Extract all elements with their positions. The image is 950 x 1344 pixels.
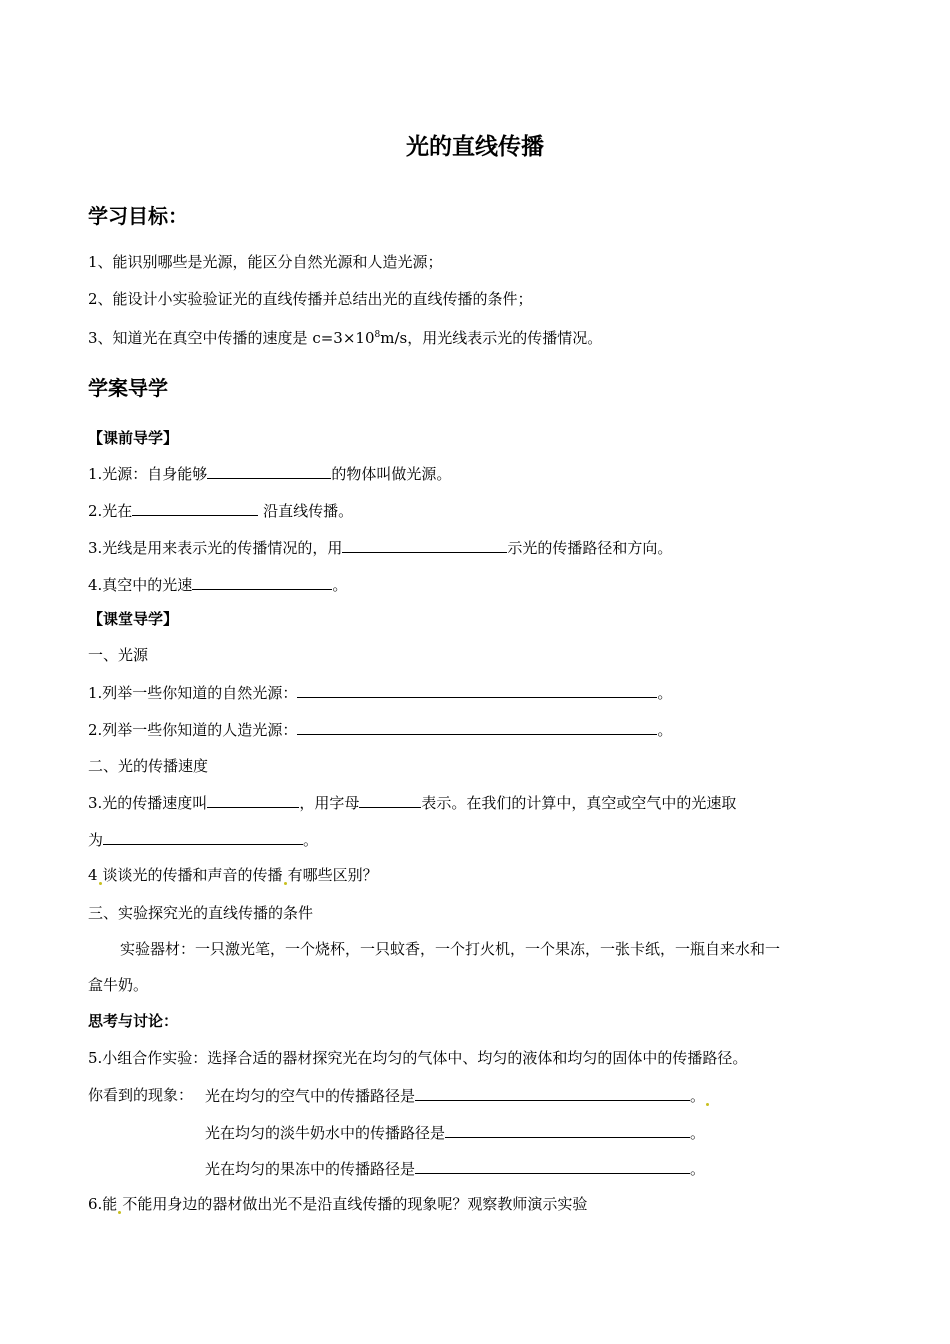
answer-blank[interactable] — [415, 1085, 690, 1101]
class-question-3-cont: 为 。 — [88, 831, 319, 849]
answer-blank[interactable] — [415, 1158, 690, 1174]
class-question-5: 5.小组合作实验：选择合适的器材探究光在均匀的气体中、均匀的液体和均匀的固体中的传播路径。 — [88, 1049, 748, 1067]
objective-2: 2、能设计小实验验证光的直线传播并总结出光的直线传播的条件； — [88, 290, 533, 308]
observation-1: 光在均匀的空气中的传播路径是 。 — [205, 1085, 710, 1106]
part-1-heading: 一、光源 — [88, 646, 149, 664]
observation-2: 光在均匀的淡牛奶水中的传播路径是 。 — [205, 1124, 706, 1142]
answer-blank[interactable] — [359, 792, 421, 808]
answer-blank[interactable] — [297, 682, 657, 698]
mark-dot — [99, 882, 102, 885]
pre-class-heading: 【课前导学】 — [88, 429, 179, 447]
mark-dot — [284, 882, 287, 885]
mark-dot — [118, 1211, 121, 1214]
class-question-4: 4 谈谈光的传播和声音的传播 有哪些区别？ — [88, 866, 378, 884]
pre-question-2: 2.光在 沿直线传播。 — [88, 502, 354, 520]
objective-3: 3、知道光在真空中传播的速度是 $c=3\times 10^8m/s$，用光线表示光的传播情况。 — [88, 329, 603, 347]
pre-question-1: 1.光源：自身能够 的物体叫做光源。 — [88, 465, 452, 483]
answer-blank[interactable] — [445, 1122, 690, 1138]
section-heading-objectives: 学习目标： — [88, 204, 188, 228]
class-question-3: 3.光的传播速度叫 ，用字母 表示。在我们的计算中，真空或空气中的光速取 — [88, 794, 737, 812]
pre-question-4: 4.真空中的光速 。 — [88, 576, 348, 594]
answer-blank[interactable] — [192, 574, 332, 590]
pre-question-3: 3.光线是用来表示光的传播情况的，用 示光的传播路径和方向。 — [88, 539, 673, 557]
in-class-heading: 【课堂导学】 — [88, 610, 179, 628]
class-question-2: 2.列举一些你知道的人造光源： 。 — [88, 721, 673, 739]
answer-blank[interactable] — [297, 719, 657, 735]
mark-dot — [706, 1103, 709, 1106]
materials-line-1: 实验器材：一只激光笔，一个烧杯，一只蚊香，一个打火机，一个果冻，一张卡纸，一瓶自来水和一 — [120, 940, 781, 958]
answer-blank[interactable] — [207, 792, 299, 808]
observation-label: 你看到的现象： — [88, 1086, 194, 1104]
class-question-6: 6.能 不能用身边的器材做出光不是沿直线传播的现象呢？观察教师演示实验 — [88, 1195, 588, 1213]
answer-blank[interactable] — [342, 537, 507, 553]
discussion-heading: 思考与讨论： — [88, 1012, 179, 1030]
section-heading-guide: 学案导学 — [88, 376, 168, 400]
observation-3: 光在均匀的果冻中的传播路径是 。 — [205, 1160, 706, 1178]
objective-1: 1、能识别哪些是光源，能区分自然光源和人造光源； — [88, 253, 443, 271]
answer-blank[interactable] — [207, 463, 331, 479]
page-title: 光的直线传播 — [406, 134, 544, 160]
class-question-1: 1.列举一些你知道的自然光源： 。 — [88, 684, 673, 702]
materials-line-2: 盒牛奶。 — [88, 976, 149, 994]
answer-blank[interactable] — [103, 829, 303, 845]
part-3-heading: 三、实验探究光的直线传播的条件 — [88, 904, 314, 922]
answer-blank[interactable] — [132, 500, 258, 516]
part-2-heading: 二、光的传播速度 — [88, 757, 209, 775]
